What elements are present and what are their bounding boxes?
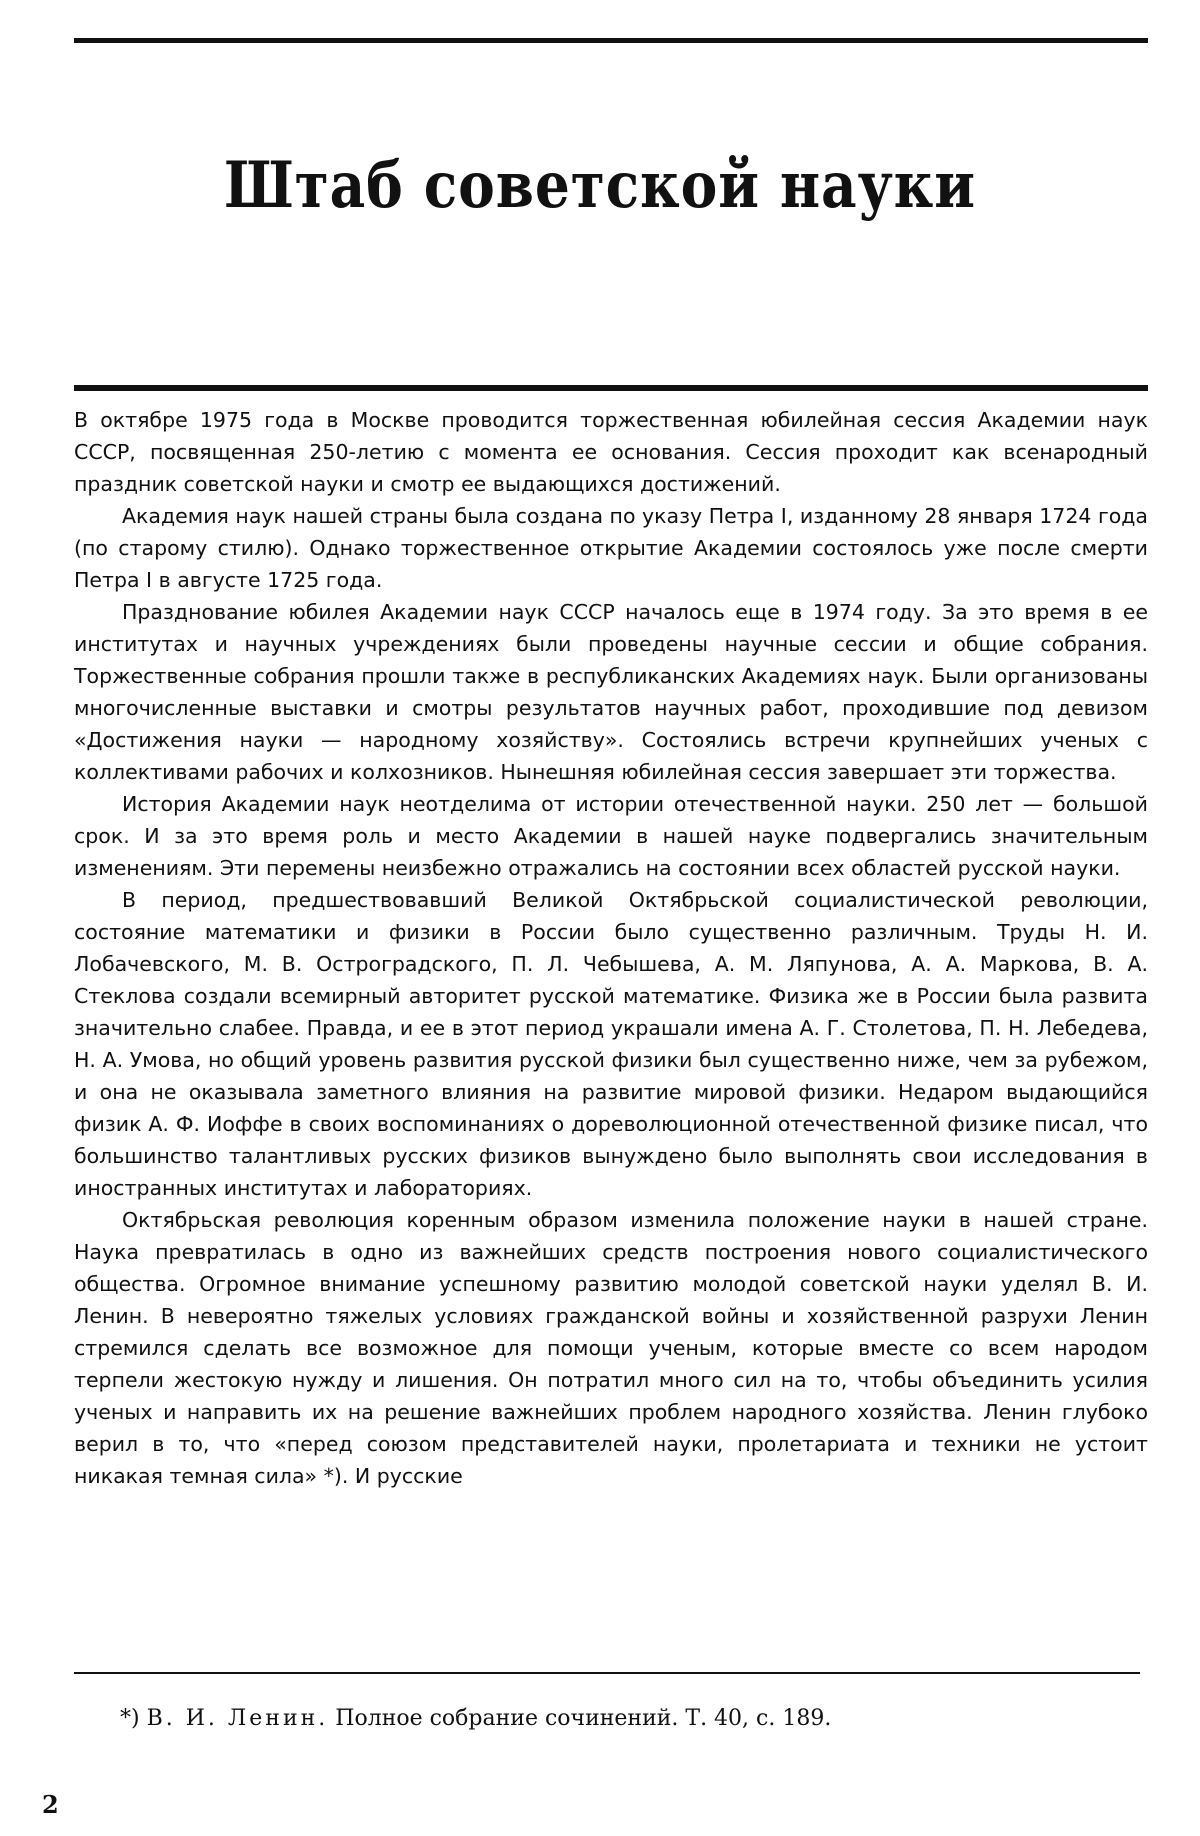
footnote-author: В. И. Ленин.	[146, 1706, 329, 1731]
title-rule	[74, 385, 1148, 391]
paragraph-4: История Академии наук неотделима от истории отечественной науки. 250 лет — большой срок. И за это время роль и место Академии в нашей науке подвергались значительным изменениям. Эти перемены неизбежно отражались на состоянии всех областей русской науки.	[74, 792, 1148, 880]
paragraph-5: В период, предшествовавший Великой Октябрьской социалистической революции, состояние математики и физики в России было существенно различным. Труды Н. И. Лобачевского, М. В. Остроградского, П. Л. Чебышева, А. М. Ляпунова, А. А. Маркова, В. А. Стеклова создали всемирный авторитет русской математике. Физика же в России была развита значительно слабее. Правда, и ее в этот период украшали имена А. Г. Столетова, П. Н. Лебедева, Н. А. Умова, но общий уровень развития русской физики был существенно ниже, чем за рубежом, и она не оказывала заметного влияния на развитие мировой физики. Недаром выдающийся физик А. Ф. Иоффе в своих воспоминаниях о дореволюционной отечественной физике писал, что большинство талантливых русских физиков вынуждено было выполнять свои исследования в иностранных институтах и лабораториях.	[74, 888, 1148, 1200]
footnote-rule	[74, 1672, 1140, 1674]
footnote-text: Полное собрание сочинений. Т. 40, с. 189.	[335, 1706, 832, 1731]
footnote-marker: *)	[120, 1706, 140, 1731]
footnote	[120, 1706, 831, 1731]
page-number: 2	[42, 1790, 59, 1819]
paragraph-1: В октябре 1975 года в Москве проводится торжественная юбилейная сессия Академии наук СССР, посвященная 250-летию с момента ее основания. Сессия проходит как всенародный праздник советской науки и смотр ее выдающихся достижений.	[74, 408, 1148, 496]
paragraph-6: Октябрьская революция коренным образом изменила положение науки в нашей стране. Наука превратилась в одно из важнейших средств построения нового социалистического общества. Огромное внимание успешному развитию молодой советской науки уделял В. И. Ленин. В невероятно тяжелых условиях гражданской войны и хозяйственной разрухи Ленин стремился сделать все возможное для помощи ученым, которые вместе со всем народом терпели жестокую нужду и лишения. Он потратил много сил на то, чтобы объединить усилия ученых и направить их на решение важнейших проблем народного хозяйства. Ленин глубоко верил в то, что «перед союзом представителей науки, пролетариата и техники не устоит никакая темная сила» *). И русские	[74, 1208, 1148, 1488]
top-rule	[74, 38, 1148, 43]
paragraph-3: Празднование юбилея Академии наук СССР началось еще в 1974 году. За это время в ее институтах и научных учреждениях были проведены научные сессии и общие собрания. Торжественные собрания прошли также в республиканских Академиях наук. Были организованы многочисленные выставки и смотры результатов научных работ, проходившие под девизом «Достижения науки — народному хозяйству». Состоялись встречи крупнейших ученых с коллективами рабочих и колхозников. Нынешняя юбилейная сессия завершает эти торжества.	[74, 600, 1148, 784]
article-title: Штаб советской науки	[224, 148, 976, 223]
paragraph-2: Академия наук нашей страны была создана по указу Петра I, изданному 28 января 1724 года (по старому стилю). Однако торжественное открытие Академии состоялось уже после смерти Петра I в августе 1725 года.	[74, 504, 1148, 592]
article-body	[74, 404, 1148, 1492]
